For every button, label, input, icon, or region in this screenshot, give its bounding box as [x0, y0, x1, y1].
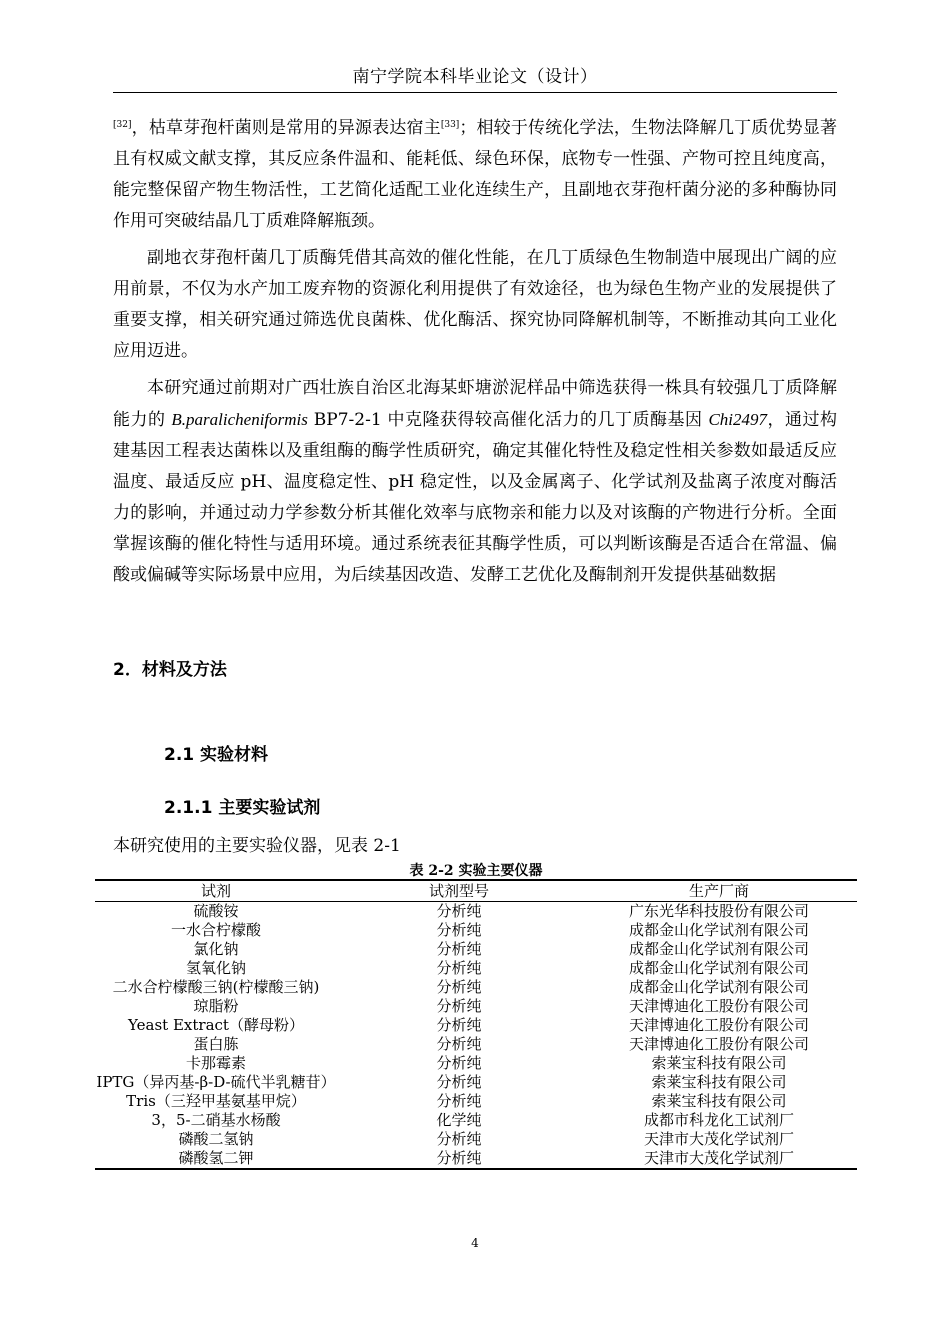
cell-manufacturer: 广东光华科技股份有限公司: [628, 902, 809, 920]
table-row: [95, 940, 857, 959]
cell-manufacturer: 天津博迪化工股份有限公司: [628, 1016, 809, 1034]
cell-manufacturer: 成都市科龙化工试剂厂: [643, 1111, 794, 1129]
paragraph-1-text-a: ，枯草芽孢杆菌则是常用的异源表达宿主: [131, 118, 441, 138]
table-row: [95, 978, 857, 997]
cell-reagent: 磷酸二氢钠: [178, 1130, 254, 1148]
citation-32: [32]: [113, 120, 132, 130]
cell-grade: 分析纯: [436, 1092, 482, 1110]
cell-grade: 分析纯: [436, 1035, 482, 1053]
table-row: [95, 1149, 857, 1169]
cell-manufacturer: 天津博迪化工股份有限公司: [628, 997, 809, 1015]
header-rule: [113, 92, 837, 93]
cell-manufacturer: 成都金山化学试剂有限公司: [628, 940, 809, 958]
cell-reagent: 一水合柠檬酸: [170, 921, 261, 939]
cell-reagent: IPTG（异丙基-β-D-硫代半乳糖苷）: [96, 1073, 336, 1091]
reagents-table: [95, 879, 857, 1170]
cell-manufacturer: 天津市大茂化学试剂厂: [581, 1149, 857, 1169]
cell-reagent: 氯化钠: [193, 940, 239, 958]
citation-33: [33]: [440, 120, 460, 130]
heading-section-2-1-1: 2.1.1 主要实验试剂: [164, 798, 321, 818]
table-row: [95, 959, 857, 978]
cell-reagent: 氢氧化钠: [185, 959, 246, 977]
cell-grade: 分析纯: [436, 940, 482, 958]
table-row: [95, 921, 857, 940]
cell-reagent: 硫酸铵: [193, 902, 239, 920]
cell-manufacturer: 成都金山化学试剂有限公司: [628, 921, 809, 939]
table-row: [95, 1016, 857, 1035]
cell-reagent: Yeast Extract（酵母粉）: [128, 1016, 304, 1034]
heading-section-2: 2．材料及方法: [113, 660, 227, 680]
paragraph-3: [113, 373, 837, 591]
table-row: [95, 1111, 857, 1130]
cell-reagent: 二水合柠檬酸三钠(柠檬酸三钠): [112, 978, 320, 996]
paragraph-3-text-b: BP7-2-1 中克隆获得较高催化活力的几丁质酶基因: [307, 410, 709, 430]
cell-manufacturer: 天津市大茂化学试剂厂: [643, 1130, 794, 1148]
heading-section-2-1: 2.1 实验材料: [164, 745, 269, 765]
cell-manufacturer: 天津博迪化工股份有限公司: [628, 1035, 809, 1053]
cell-grade: 分析纯: [436, 997, 482, 1015]
header-reagent: 试剂: [95, 880, 337, 902]
cell-manufacturer: 成都金山化学试剂有限公司: [628, 959, 809, 977]
gene-name: Chi2497: [708, 410, 768, 429]
cell-reagent: 蛋白胨: [193, 1035, 239, 1053]
table-row: [95, 1130, 857, 1149]
cell-grade: 分析纯: [436, 959, 482, 977]
cell-reagent: 卡那霉素: [185, 1054, 246, 1072]
cell-grade: 分析纯: [436, 1016, 482, 1034]
cell-reagent: 琼脂粉: [193, 997, 239, 1015]
page-number: 4: [471, 1236, 479, 1250]
cell-reagent: 3，5-二硝基水杨酸: [151, 1111, 281, 1129]
paragraph-3-text-c: ，通过构建基因工程表达菌株以及重组酶的酶学性质研究，确定其催化特性及稳定性相关参数如最适反应温度、最适反应 pH、温度稳定性、pH 稳定性，以及金属离子、化学试剂及盐离子浓度对酶活力的影响，并通过动力学参数分析其催化效率与底物亲和能力以及对该酶的产物进行分析。全面掌握该酶的催化特性与适用环境。通过系统表征其酶学性质，可以判断该酶是否适合在常温、偏酸或偏碱等实际场景中应用，为后续基因改造、发酵工艺优化及酶制剂开发提供基础数据: [113, 410, 838, 585]
cell-grade: 分析纯: [436, 902, 482, 920]
table-row: [95, 1054, 857, 1073]
cell-grade: 分析纯: [436, 978, 482, 996]
header-grade: 试剂型号: [337, 880, 581, 902]
cell-grade: 分析纯: [436, 1130, 482, 1148]
table-caption: 表 2-2 实验主要仪器: [409, 863, 543, 879]
paragraph-2: 副地衣芽孢杆菌几丁质酶凭借其高效的催化性能，在几丁质绿色生物制造中展现出广阔的应用前景，不仅为水产加工废弃物的资源化利用提供了有效途径，也为绿色生物产业的发展提供了重要支撑，相关研究通过筛选优良菌株、优化酶活、探究协同降解机制等，不断推动其向工业化应用迈进。: [113, 248, 837, 361]
table-intro-line: 本研究使用的主要实验仪器，见表 2-1: [113, 836, 401, 856]
cell-reagent: Tris（三羟甲基氨基甲烷）: [126, 1092, 306, 1110]
cell-manufacturer: 索莱宝科技有限公司: [651, 1092, 787, 1110]
page-header: 南宁学院本科毕业论文（设计）: [352, 67, 598, 87]
cell-grade: 分析纯: [436, 1054, 482, 1072]
paragraph-3-text-a: 本研究通过前期对广西壮族自治区北海某虾塘淤泥样品中筛选获得一株具有较强几丁质降解能力的: [113, 378, 837, 430]
table-row: [95, 1035, 857, 1054]
header-manufacturer: 生产厂商: [581, 880, 857, 902]
cell-grade: 分析纯: [436, 1073, 482, 1091]
strain-name: B.paralicheniformis: [171, 410, 308, 429]
cell-grade: 分析纯: [436, 921, 482, 939]
table-row: [95, 1092, 857, 1111]
table-row: [95, 902, 857, 922]
table-row: [95, 997, 857, 1016]
cell-manufacturer: 成都金山化学试剂有限公司: [628, 978, 809, 996]
cell-reagent: 磷酸氢二钾: [95, 1149, 337, 1169]
table-row: [95, 1073, 857, 1092]
cell-manufacturer: 索莱宝科技有限公司: [651, 1073, 787, 1091]
paragraph-1-text-b: ；相较于传统化学法，生物法降解几丁质优势显著且有权威文献支撑，其反应条件温和、能耗低、绿色环保，底物专一性强、产物可控且纯度高，能完整保留产物生物活性，工艺简化适配工业化连续生产，且副地衣芽孢杆菌分泌的多种酶协同作用可突破结晶几丁质难降解瓶颈。: [113, 118, 838, 231]
cell-grade: 化学纯: [436, 1111, 482, 1129]
table-header-row: [95, 880, 857, 902]
cell-manufacturer: 索莱宝科技有限公司: [651, 1054, 787, 1072]
cell-grade: 分析纯: [337, 1149, 581, 1169]
paragraph-1: [113, 113, 837, 237]
